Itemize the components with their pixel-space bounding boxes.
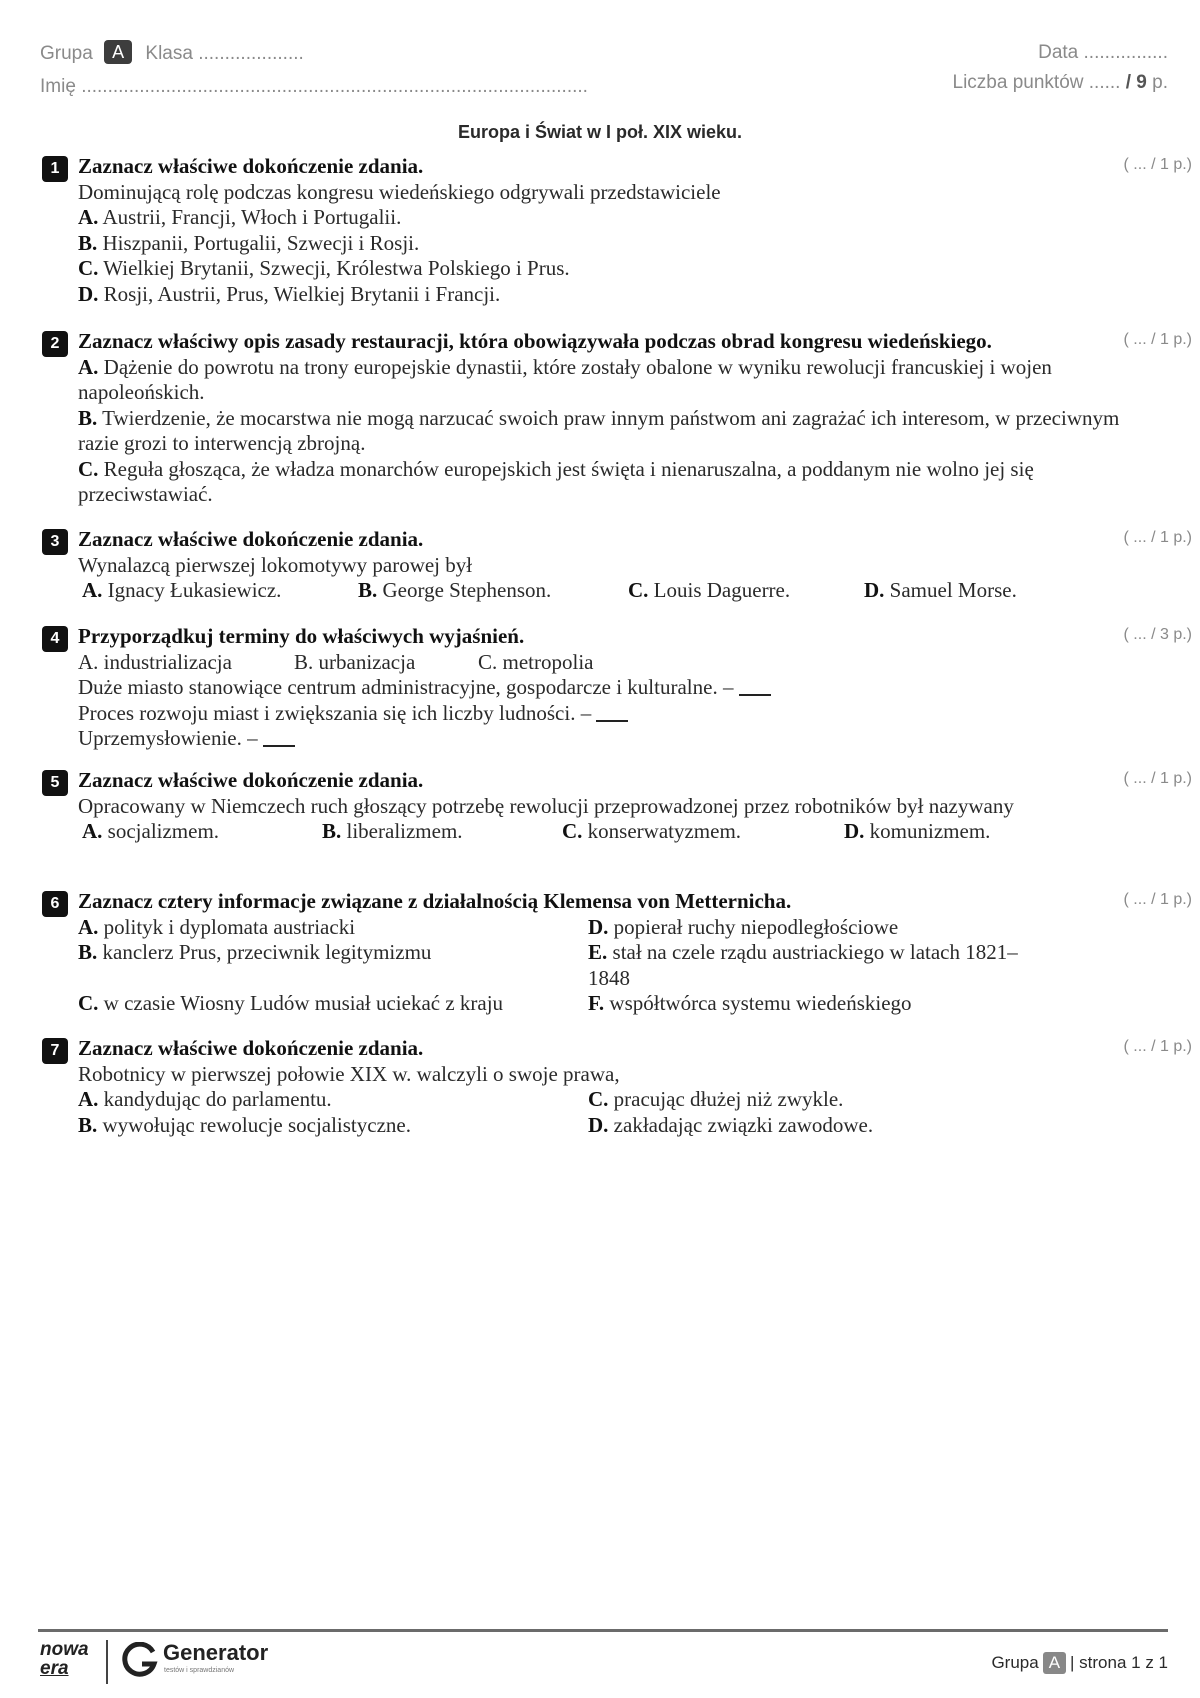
logo-separator xyxy=(106,1640,108,1684)
question-number: 2 xyxy=(42,331,68,357)
question-points: ( ... / 1 p.) xyxy=(1123,156,1192,173)
question-title: Zaznacz właściwe dokończenie zdania. xyxy=(78,1036,424,1060)
question-stem: Robotnicy w pierwszej połowie XIX w. walczyli o swoje prawa, xyxy=(78,1061,620,1086)
answer-a[interactable]: A. Dążenie do powrotu na trony europejskie dynastii, które zostały obalone w wyniku rewolucji francuskiej i wojen napoleońskich. xyxy=(78,354,1052,404)
question-points: ( ... / 1 p.) xyxy=(1123,770,1192,787)
grupa-field xyxy=(40,40,304,65)
footer-divider xyxy=(38,1629,1168,1632)
question-title: Zaznacz właściwe dokończenie zdania. xyxy=(78,154,424,178)
footer-page-number: | strona 1 z 1 xyxy=(1070,1653,1168,1672)
definition-1: Duże miasto stanowiące centrum administracyjne, gospodarcze i kulturalne. – xyxy=(78,675,1118,701)
question-stem: Wynalazcą pierwszej lokomotywy parowej był xyxy=(78,552,473,577)
generator-logo-text: Generator xyxy=(163,1640,269,1665)
question-number: 7 xyxy=(42,1038,68,1064)
question-number: 3 xyxy=(42,529,68,555)
score-label: Liczba punktów xyxy=(952,72,1084,93)
answer-a[interactable]: A. polityk i dyplomata austriacki xyxy=(78,914,356,939)
answer-a[interactable]: A. Ignacy Łukasiewicz. xyxy=(82,578,282,602)
score-field xyxy=(953,72,1168,94)
answer-b[interactable]: B. liberalizmem. xyxy=(322,819,463,843)
data-label: Data xyxy=(1038,42,1079,63)
question-title: Przyporządkuj terminy do właściwych wyjaśnień. xyxy=(78,624,525,648)
answer-b[interactable]: B. wywołując rewolucje socjalistyczne. xyxy=(78,1112,411,1137)
generator-logo-icon xyxy=(122,1642,158,1683)
footer-page-info xyxy=(991,1652,1168,1674)
question-stem: Dominującą rolę podczas kongresu wiedeńskiego odgrywali przedstawiciele xyxy=(78,179,721,204)
definition-3: Uprzemysłowienie. – xyxy=(78,726,1118,752)
answer-a[interactable]: A. Austrii, Francji, Włoch i Portugalii. xyxy=(78,205,402,229)
answer-c[interactable]: C. konserwatyzmem. xyxy=(562,819,742,843)
question-points: ( ... / 1 p.) xyxy=(1123,891,1192,908)
question-number: 6 xyxy=(42,891,68,917)
score-dots: ...... xyxy=(1088,72,1121,93)
document-title: Europa i Świat w I poł. XIX wieku. xyxy=(457,122,743,142)
answer-b[interactable]: B. Hiszpanii, Portugalii, Szwecji i Rosji. xyxy=(78,230,420,255)
question-title: Zaznacz właściwy opis zasady restauracji, która obowiązywała podczas obrad kongresu wiedeńskiego. xyxy=(78,329,992,353)
answer-d[interactable]: D. Samuel Morse. xyxy=(864,578,1017,602)
answer-blank[interactable] xyxy=(739,676,771,696)
answer-c[interactable]: C. pracując dłużej niż zwykle. xyxy=(588,1087,844,1111)
answer-c[interactable]: C. Wielkiej Brytanii, Szwecji, Królestwa Polskiego i Prus. xyxy=(78,256,570,280)
imie-field xyxy=(40,76,588,98)
answer-d[interactable]: D. popierał ruchy niepodległościowe xyxy=(588,914,899,939)
generator-logo-subtitle: testów i sprawdzianów xyxy=(164,1667,235,1674)
footer-grupa-label: Grupa xyxy=(991,1653,1039,1672)
question-stem: Opracowany w Niemczech ruch głoszący potrzebę rewolucji przeprowadzonej przez robotników był nazywany xyxy=(78,793,1014,818)
question-points: ( ... / 1 p.) xyxy=(1123,529,1192,546)
answer-a[interactable]: A. kandydując do parlamentu. xyxy=(78,1087,332,1111)
answer-d[interactable]: D. Rosji, Austrii, Prus, Wielkiej Brytanii i Francji. xyxy=(78,281,501,306)
answer-d[interactable]: D. komunizmem. xyxy=(844,819,991,843)
question-number: 4 xyxy=(42,626,68,652)
imie-dots: ................................................................................................ xyxy=(81,76,588,97)
answer-a[interactable]: A. socjalizmem. xyxy=(82,819,220,843)
grupa-badge: A xyxy=(104,40,132,64)
term-c: C. metropolia xyxy=(478,649,594,674)
answer-f[interactable]: F. współtwórca systemu wiedeńskiego xyxy=(588,991,912,1015)
footer-grupa-badge: A xyxy=(1043,1652,1066,1674)
data-field xyxy=(1038,42,1168,64)
term-b: B. urbanizacja xyxy=(294,649,416,674)
question-points: ( ... / 3 p.) xyxy=(1123,626,1192,643)
score-max: / 9 xyxy=(1125,72,1147,93)
question-title: Zaznacz właściwe dokończenie zdania. xyxy=(78,768,424,792)
grupa-label: Grupa xyxy=(40,43,93,64)
answer-b[interactable]: B. Twierdzenie, że mocarstwa nie mogą narzucać swoich praw innym państwom ani zagrażać ich interesom, w przeciwnym razie grozi to interwencją zbrojną. xyxy=(78,405,1120,455)
question-number: 1 xyxy=(42,156,68,182)
answer-c[interactable]: C. Louis Daguerre. xyxy=(628,578,791,602)
question-points: ( ... / 1 p.) xyxy=(1123,1038,1192,1055)
answer-c[interactable]: C. Reguła głosząca, że władza monarchów europejskich jest święta i nienaruszalna, a poddanym nie wolno jej się przeciwstawiać. xyxy=(78,456,1034,506)
answer-d[interactable]: D. zakładając związki zawodowe. xyxy=(588,1112,874,1137)
answer-blank[interactable] xyxy=(596,702,628,722)
answer-blank[interactable] xyxy=(263,727,295,747)
term-a: A. industrializacja xyxy=(78,649,232,674)
question-points: ( ... / 1 p.) xyxy=(1123,331,1192,348)
question-title: Zaznacz właściwe dokończenie zdania. xyxy=(78,527,424,551)
score-suffix: p. xyxy=(1152,72,1168,93)
klasa-label: Klasa xyxy=(145,43,193,64)
answer-b[interactable]: B. George Stephenson. xyxy=(358,578,552,602)
answer-c[interactable]: C. w czasie Wiosny Ludów musiał uciekać z kraju xyxy=(78,991,504,1015)
question-title: Zaznacz cztery informacje związane z działalnością Klemensa von Metternicha. xyxy=(78,889,792,913)
data-dots: ................ xyxy=(1083,42,1168,63)
definition-2: Proces rozwoju miast i zwiększania się ich liczby ludności. – xyxy=(78,701,1118,727)
answer-e[interactable]: E. stał na czele rządu austriackiego w latach 1821–1848 xyxy=(588,940,1018,990)
question-number: 5 xyxy=(42,770,68,796)
nowa-era-logo: nowa era xyxy=(40,1639,89,1679)
answer-b[interactable]: B. kanclerz Prus, przeciwnik legitymizmu xyxy=(78,940,432,964)
imie-label: Imię xyxy=(40,76,76,97)
klasa-dots: .................... xyxy=(198,43,304,64)
